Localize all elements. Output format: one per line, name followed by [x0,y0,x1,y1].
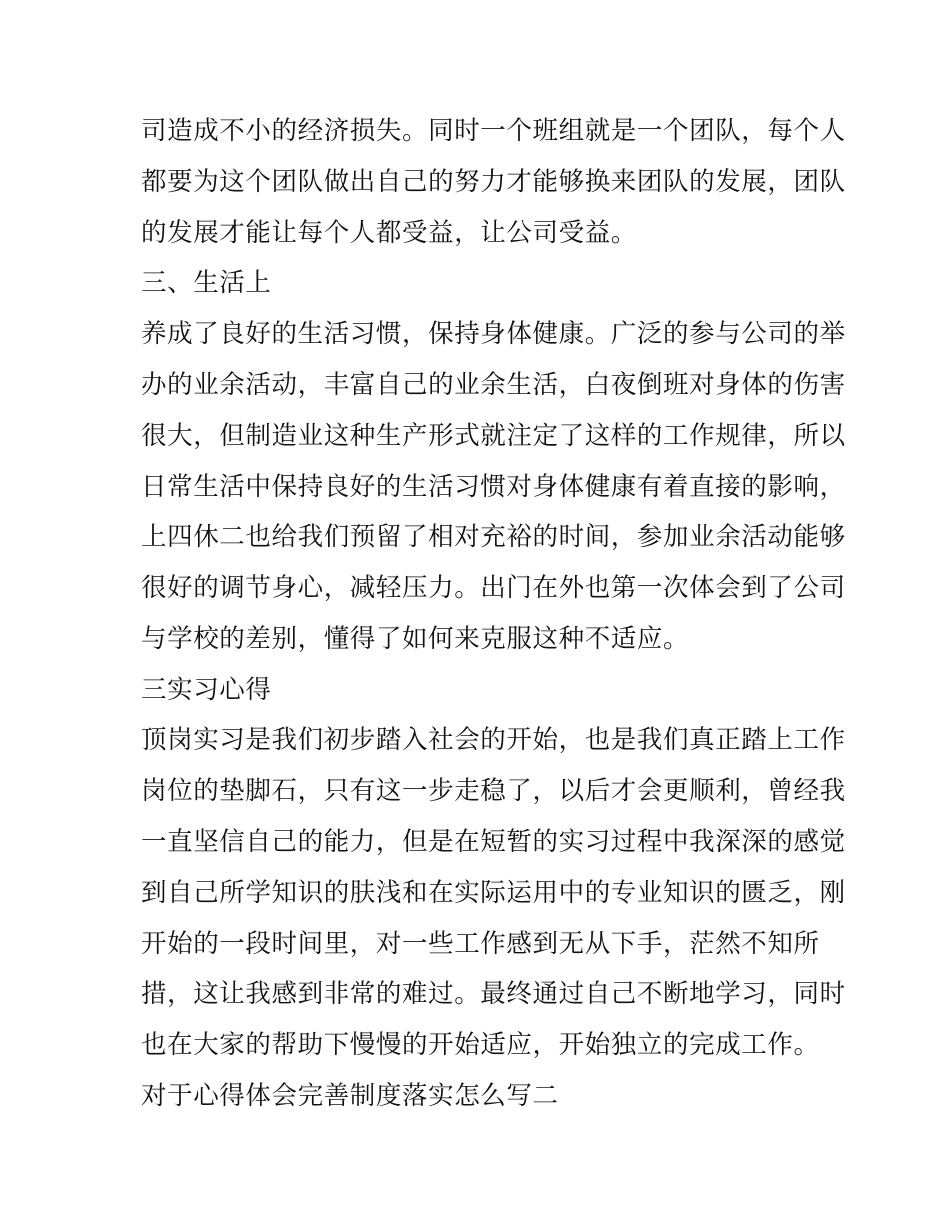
text-line: 顶岗实习是我们初步踏入社会的开始，也是我们真正踏上工作 [141,725,846,755]
text-line: 都要为这个团队做出自己的努力才能够换来团队的发展，团队 [141,167,846,197]
section-heading: 对于心得体会完善制度落实怎么写二 [141,1081,559,1111]
text-line: 岗位的垫脚石，只有这一步走稳了，以后才会更顺利，曾经我 [141,776,846,806]
text-line: 与学校的差别，懂得了如何来克服这种不适应。 [141,624,690,654]
text-line: 的发展才能让每个人都受益，让公司受益。 [141,218,637,248]
text-line: 到自己所学知识的肤浅和在实际运用中的专业知识的匮乏，刚 [141,878,846,908]
text-line: 很大，但制造业这种生产形式就注定了这样的工作规律，所以 [141,421,846,451]
text-line: 上四休二也给我们预留了相对充裕的时间，参加业余活动能够 [141,522,846,552]
text-line: 日常生活中保持良好的生活习惯对身体健康有着直接的影响， [141,472,846,502]
section-heading: 三、生活上 [141,268,272,298]
text-line: 办的业余活动，丰富自己的业余生活，白夜倒班对身体的伤害 [141,370,846,400]
text-line: 司造成不小的经济损失。同时一个班组就是一个团队，每个人 [141,116,846,146]
text-line: 养成了良好的生活习惯，保持身体健康。广泛的参与公司的举 [141,319,846,349]
text-line: 开始的一段时间里，对一些工作感到无从下手，茫然不知所 [141,929,820,959]
text-line: 措，这让我感到非常的难过。最终通过自己不断地学习，同时 [141,979,846,1009]
text-line: 很好的调节身心，减轻压力。出门在外也第一次体会到了公司 [141,573,846,603]
text-line: 也在大家的帮助下慢慢的开始适应，开始独立的完成工作。 [141,1030,820,1060]
section-heading: 三实习心得 [141,675,272,705]
text-line: 一直坚信自己的能力，但是在短暂的实习过程中我深深的感觉 [141,827,846,857]
